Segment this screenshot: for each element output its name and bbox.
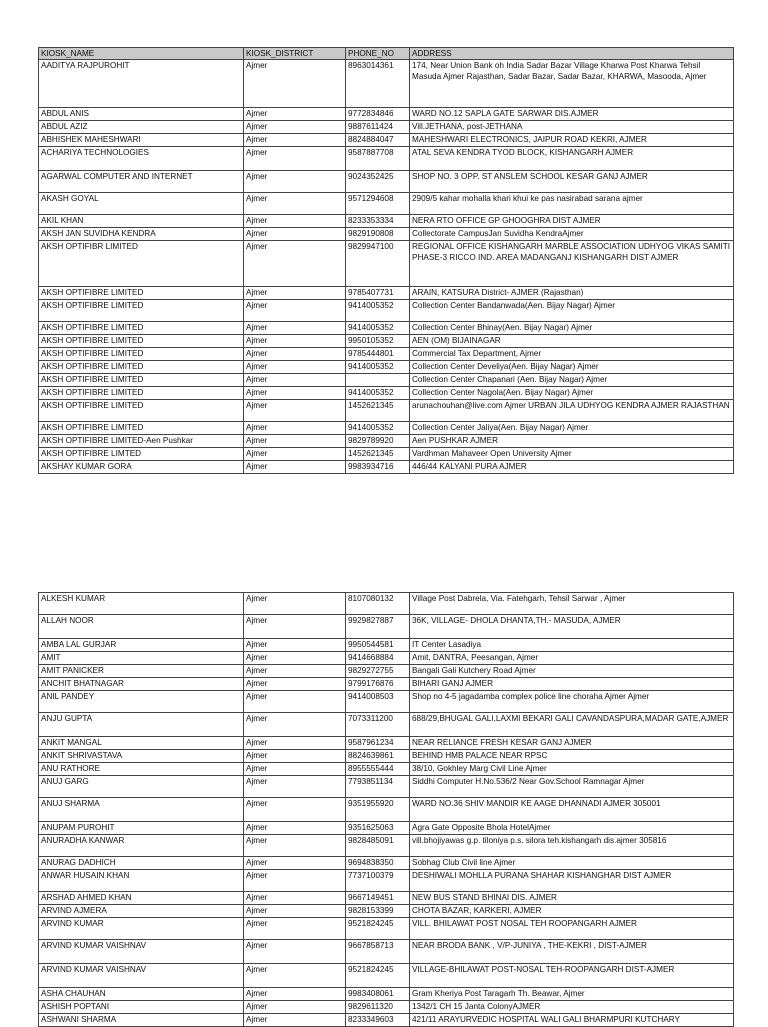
table-row	[39, 713, 734, 737]
kiosk-name-cell: AKSH OPTIFIBRE LIMITED	[39, 422, 244, 435]
phone-no-cell: 9983934716	[346, 461, 410, 474]
address-cell: BIHARI GANJ AJMER	[410, 678, 734, 691]
kiosk-district-cell: Ajmer	[244, 652, 346, 665]
table-row	[39, 593, 734, 615]
phone-no-cell: 8233353334	[346, 215, 410, 228]
header-phone-no: PHONE_NO	[346, 48, 410, 60]
address-cell: 688/29,BHUGAL GALI,LAXMI BEKARI GALI CAVANDASPURA,MADAR GATE,AJMER	[410, 713, 734, 737]
phone-no-cell: 1452621345	[346, 448, 410, 461]
table-row	[39, 228, 734, 241]
table-row	[39, 1014, 734, 1027]
kiosk-name-cell: ALKESH KUMAR	[39, 593, 244, 615]
table-row	[39, 857, 734, 870]
kiosk-name-cell: ASHISH POPTANI	[39, 1001, 244, 1014]
table-row	[39, 940, 734, 964]
kiosk-district-cell: Ajmer	[244, 215, 346, 228]
address-cell: WARD NO.12 SAPLA GATE SARWAR DIS.AJMER	[410, 108, 734, 121]
kiosk-table-1	[38, 47, 734, 474]
address-cell: NERA RTO OFFICE GP GHOOGHRA DIST AJMER	[410, 215, 734, 228]
table-row	[39, 448, 734, 461]
kiosk-name-cell: ANURADHA KANWAR	[39, 835, 244, 857]
address-cell: Sobhag Club Civil line Ajmer	[410, 857, 734, 870]
kiosk-district-cell: Ajmer	[244, 241, 346, 287]
kiosk-district-cell: Ajmer	[244, 988, 346, 1001]
phone-no-cell: 9667858713	[346, 940, 410, 964]
kiosk-district-cell: Ajmer	[244, 918, 346, 940]
address-cell: 36K, VILLAGE- DHOLA DHANTA,TH.- MASUDA, AJMER	[410, 615, 734, 639]
table-row	[39, 763, 734, 776]
kiosk-name-cell: AKSH OPTIFIBR LIMITED	[39, 241, 244, 287]
address-cell: Gram Kheriya Post Taragarh Th. Beawar, Ajmer	[410, 988, 734, 1001]
phone-no-cell: 7793851134	[346, 776, 410, 798]
phone-no-cell: 9929827887	[346, 615, 410, 639]
kiosk-district-cell: Ajmer	[244, 348, 346, 361]
kiosk-district-cell: Ajmer	[244, 322, 346, 335]
address-cell: Agra Gate Opposite Bhola HotelAjmer	[410, 822, 734, 835]
kiosk-district-cell: Ajmer	[244, 593, 346, 615]
kiosk-name-cell: ARVIND KUMAR	[39, 918, 244, 940]
address-cell: AEN (OM) BIJAINAGAR	[410, 335, 734, 348]
kiosk-district-cell: Ajmer	[244, 905, 346, 918]
kiosk-name-cell: ASHWANI SHARMA	[39, 1014, 244, 1027]
kiosk-district-cell: Ajmer	[244, 870, 346, 892]
table-row	[39, 750, 734, 763]
kiosk-district-cell: Ajmer	[244, 60, 346, 108]
kiosk-name-cell: ASHA CHAUHAN	[39, 988, 244, 1001]
phone-no-cell: 9521824245	[346, 964, 410, 988]
table-row	[39, 193, 734, 215]
phone-no-cell: 9351955920	[346, 798, 410, 822]
phone-no-cell: 9667149451	[346, 892, 410, 905]
table-row	[39, 374, 734, 387]
kiosk-name-cell: AKSH OPTIFIBRE LIMITED	[39, 348, 244, 361]
kiosk-name-cell: ANKIT MANGAL	[39, 737, 244, 750]
kiosk-district-cell: Ajmer	[244, 1001, 346, 1014]
kiosk-name-cell: ANIL PANDEY	[39, 691, 244, 713]
table-row	[39, 615, 734, 639]
address-cell: Shop no 4-5 jagadamba complex police line choraha Ajmer Ajmer	[410, 691, 734, 713]
address-cell: Siddhi Computer H.No.536/2 Near Gov.School Ramnagar Ajmer	[410, 776, 734, 798]
address-cell: MAHESHWARI ELECTRONICS, JAIPUR ROAD KEKRI, AJMER	[410, 134, 734, 147]
header-kiosk-district: KIOSK_DISTRICT	[244, 48, 346, 60]
table-row	[39, 691, 734, 713]
kiosk-name-cell: AKSH OPTIFIBRE LIMITED	[39, 361, 244, 374]
table-row	[39, 121, 734, 134]
table-row	[39, 870, 734, 892]
phone-no-cell: 8233349603	[346, 1014, 410, 1027]
kiosk-district-cell: Ajmer	[244, 892, 346, 905]
table-row	[39, 905, 734, 918]
address-cell: 174, Near Union Bank oh India Sadar Bazar Village Kharwa Post Kharwa Tehsil Masuda Ajmer Rajasthan, Sadar Bazar, Sadar Bazar, KHARWA, Masooda, Ajmer	[410, 60, 734, 108]
address-cell: Collectorate CampusJan Suvidha KendraAjmer	[410, 228, 734, 241]
table-row	[39, 361, 734, 374]
kiosk-district-cell: Ajmer	[244, 228, 346, 241]
kiosk-district-cell: Ajmer	[244, 763, 346, 776]
address-cell: SHOP NO. 3 OPP. ST ANSLEM SCHOOL KESAR GANJ AJMER	[410, 171, 734, 193]
phone-no-cell: 9414005352	[346, 300, 410, 322]
kiosk-name-cell: AKSH OPTIFIBRE LIMITED	[39, 287, 244, 300]
phone-no-cell: 9829190808	[346, 228, 410, 241]
kiosk-name-cell: ANWAR HUSAIN KHAN	[39, 870, 244, 892]
address-cell: Collection Center Nagola(Aen. Bijay Nagar) Ajmer	[410, 387, 734, 400]
phone-no-cell: 9024352425	[346, 171, 410, 193]
phone-no-cell: 9414005352	[346, 422, 410, 435]
kiosk-name-cell: AKSH OPTIFIBRE LIMITED	[39, 335, 244, 348]
kiosk-district-cell: Ajmer	[244, 121, 346, 134]
kiosk-name-cell: ANCHIT BHATNAGAR	[39, 678, 244, 691]
kiosk-name-cell: ANUPAM PUROHIT	[39, 822, 244, 835]
kiosk-district-cell: Ajmer	[244, 639, 346, 652]
phone-no-cell: 9829947100	[346, 241, 410, 287]
address-cell: CHOTA BAZAR, KARKERI, AJMER	[410, 905, 734, 918]
kiosk-name-cell: ANUJ SHARMA	[39, 798, 244, 822]
phone-no-cell: 7073311200	[346, 713, 410, 737]
phone-no-cell: 9828485091	[346, 835, 410, 857]
kiosk-district-cell: Ajmer	[244, 776, 346, 798]
address-cell: IT Center Lasadiya	[410, 639, 734, 652]
kiosk-name-cell: AKSHAY KUMAR GORA	[39, 461, 244, 474]
kiosk-name-cell: AMBA LAL GURJAR	[39, 639, 244, 652]
kiosk-district-cell: Ajmer	[244, 1014, 346, 1027]
table-row	[39, 918, 734, 940]
address-cell: Vill.JETHANA, post-JETHANA	[410, 121, 734, 134]
address-cell: Amit, DANTRA, Peesangan, Ajmer	[410, 652, 734, 665]
phone-no-cell: 8955555444	[346, 763, 410, 776]
phone-no-cell: 9414008503	[346, 691, 410, 713]
address-cell: Collection Center Chapanari (Aen. Bijay Nagar) Ajmer	[410, 374, 734, 387]
kiosk-district-cell: Ajmer	[244, 691, 346, 713]
kiosk-table-1-body	[39, 48, 734, 474]
kiosk-district-cell: Ajmer	[244, 374, 346, 387]
address-cell: 421/11 ARAYURVEDIC HOSPITAL WALI GALI BHARMPURI KUTCHARY	[410, 1014, 734, 1027]
kiosk-district-cell: Ajmer	[244, 147, 346, 171]
header-kiosk-name: KIOSK_NAME	[39, 48, 244, 60]
kiosk-name-cell: ABDUL ANIS	[39, 108, 244, 121]
kiosk-name-cell: ACHARIYA TECHNOLOGIES	[39, 147, 244, 171]
kiosk-name-cell: ARSHAD AHMED KHAN	[39, 892, 244, 905]
phone-no-cell: 9785407731	[346, 287, 410, 300]
kiosk-name-cell: AKSH OPTIFIBRE LIMITED-Aen Pushkar	[39, 435, 244, 448]
kiosk-district-cell: Ajmer	[244, 335, 346, 348]
table-row	[39, 964, 734, 988]
phone-no-cell: 9887611424	[346, 121, 410, 134]
table-row	[39, 822, 734, 835]
table-row	[39, 652, 734, 665]
phone-no-cell: 9571294608	[346, 193, 410, 215]
table-row	[39, 639, 734, 652]
kiosk-district-cell: Ajmer	[244, 615, 346, 639]
phone-no-cell: 8963014361	[346, 60, 410, 108]
phone-no-cell: 9785444801	[346, 348, 410, 361]
kiosk-name-cell: ANUJ GARG	[39, 776, 244, 798]
phone-no-cell: 9829611320	[346, 1001, 410, 1014]
kiosk-name-cell: AKSH OPTIFIBRE LIMITED	[39, 387, 244, 400]
address-cell: 1342/1 CH 15 Janta ColonyAJMER	[410, 1001, 734, 1014]
phone-no-cell: 9414668884	[346, 652, 410, 665]
kiosk-name-cell: ANURAG DADHICH	[39, 857, 244, 870]
kiosk-name-cell: AKSH OPTIFIBRE LIMITED	[39, 400, 244, 422]
phone-no-cell: 9799176876	[346, 678, 410, 691]
address-cell: Bangali Gali Kutchery Road Ajmer	[410, 665, 734, 678]
phone-no-cell: 9950544581	[346, 639, 410, 652]
address-cell: VILLAGE-BHILAWAT POST-NOSAL TEH-ROOPANGARH DIST-AJMER	[410, 964, 734, 988]
kiosk-district-cell: Ajmer	[244, 822, 346, 835]
address-cell: 446/44 KALYANI PURA AJMER	[410, 461, 734, 474]
table-row	[39, 348, 734, 361]
phone-no-cell	[346, 374, 410, 387]
table-row	[39, 798, 734, 822]
table-row	[39, 1001, 734, 1014]
kiosk-name-cell: AMIT	[39, 652, 244, 665]
table-row	[39, 835, 734, 857]
table-row	[39, 134, 734, 147]
address-cell: ARAIN, KATSURA District- AJMER (Rajasthan)	[410, 287, 734, 300]
address-cell: REGIONAL OFFICE KISHANGARH MARBLE ASSOCIATION UDHYOG VIKAS SAMITI PHASE-3 RICCO IND. AREA MADANGANJ KISHANGARH DIST AJMER	[410, 241, 734, 287]
kiosk-district-cell: Ajmer	[244, 134, 346, 147]
table-row	[39, 287, 734, 300]
kiosk-district-cell: Ajmer	[244, 678, 346, 691]
table-row	[39, 400, 734, 422]
kiosk-district-cell: Ajmer	[244, 193, 346, 215]
kiosk-district-cell: Ajmer	[244, 940, 346, 964]
table-row	[39, 147, 734, 171]
kiosk-name-cell: AKASH GOYAL	[39, 193, 244, 215]
table-row	[39, 737, 734, 750]
phone-no-cell: 9694838350	[346, 857, 410, 870]
table-header-row	[39, 48, 734, 60]
phone-no-cell: 9829789920	[346, 435, 410, 448]
phone-no-cell: 9351625063	[346, 822, 410, 835]
kiosk-name-cell: ANJU GUPTA	[39, 713, 244, 737]
phone-no-cell: 7737100379	[346, 870, 410, 892]
kiosk-district-cell: Ajmer	[244, 108, 346, 121]
kiosk-name-cell: AGARWAL COMPUTER AND INTERNET	[39, 171, 244, 193]
kiosk-name-cell: ARVIND KUMAR VAISHNAV	[39, 940, 244, 964]
table-row	[39, 300, 734, 322]
kiosk-district-cell: Ajmer	[244, 400, 346, 422]
phone-no-cell: 9828153399	[346, 905, 410, 918]
kiosk-district-cell: Ajmer	[244, 387, 346, 400]
kiosk-district-cell: Ajmer	[244, 300, 346, 322]
table-row	[39, 387, 734, 400]
phone-no-cell: 9772834846	[346, 108, 410, 121]
phone-no-cell: 9414005352	[346, 361, 410, 374]
kiosk-name-cell: AKSH OPTIFIBRE LIMITED	[39, 300, 244, 322]
table-row	[39, 892, 734, 905]
table-row	[39, 461, 734, 474]
kiosk-name-cell: AKSH OPTIFIBRE LIMTED	[39, 448, 244, 461]
kiosk-district-cell: Ajmer	[244, 737, 346, 750]
table-row	[39, 108, 734, 121]
kiosk-district-cell: Ajmer	[244, 665, 346, 678]
address-cell: Collection Center Bandanwada(Aen. Bijay Nagar) Ajmer	[410, 300, 734, 322]
address-cell: vill.bhojiyawas g.p. tiloniya p.s. silora teh.kishangarh dis.ajmer 305816	[410, 835, 734, 857]
address-cell: Vardhman Mahaveer Open University Ajmer	[410, 448, 734, 461]
kiosk-name-cell: ANU RATHORE	[39, 763, 244, 776]
table-row	[39, 422, 734, 435]
kiosk-district-cell: Ajmer	[244, 964, 346, 988]
table-row	[39, 988, 734, 1001]
table-row	[39, 435, 734, 448]
address-cell: 38/10, Gokhley Marg Civil Line Ajmer	[410, 763, 734, 776]
address-cell: NEAR RELIANCE FRESH KESAR GANJ AJMER	[410, 737, 734, 750]
kiosk-name-cell: ARVIND AJMERA	[39, 905, 244, 918]
kiosk-district-cell: Ajmer	[244, 857, 346, 870]
table-row	[39, 322, 734, 335]
kiosk-district-cell: Ajmer	[244, 461, 346, 474]
kiosk-name-cell: AKIL KHAN	[39, 215, 244, 228]
phone-no-cell: 9414005352	[346, 387, 410, 400]
table-row	[39, 241, 734, 287]
kiosk-district-cell: Ajmer	[244, 448, 346, 461]
phone-no-cell: 9983408061	[346, 988, 410, 1001]
phone-no-cell: 9587887708	[346, 147, 410, 171]
kiosk-name-cell: ALLAH NOOR	[39, 615, 244, 639]
kiosk-district-cell: Ajmer	[244, 835, 346, 857]
address-cell: Collection Center Develiya(Aen. Bijay Nagar) Ajmer	[410, 361, 734, 374]
kiosk-name-cell: AMIT PANICKER	[39, 665, 244, 678]
kiosk-name-cell: AADITYA RAJPUROHIT	[39, 60, 244, 108]
address-cell: NEAR BRODA BANK , V/P-JUNIYA , THE-KEKRI , DIST-AJMER	[410, 940, 734, 964]
kiosk-district-cell: Ajmer	[244, 361, 346, 374]
kiosk-table-2	[38, 592, 734, 1027]
kiosk-district-cell: Ajmer	[244, 287, 346, 300]
address-cell: Commercial Tax Department, Ajmer	[410, 348, 734, 361]
table-row	[39, 215, 734, 228]
address-cell: BEHIND HMB PALACE NEAR RPSC	[410, 750, 734, 763]
phone-no-cell: 8824639861	[346, 750, 410, 763]
phone-no-cell: 1452621345	[346, 400, 410, 422]
header-address: ADDRESS	[410, 48, 734, 60]
phone-no-cell: 9829272755	[346, 665, 410, 678]
kiosk-name-cell: ABHISHEK MAHESHWARI	[39, 134, 244, 147]
table-row	[39, 335, 734, 348]
phone-no-cell: 8824884047	[346, 134, 410, 147]
kiosk-name-cell: AKSH OPTIFIBRE LIMITED	[39, 374, 244, 387]
phone-no-cell: 9414005352	[346, 322, 410, 335]
table-row	[39, 678, 734, 691]
address-cell: VILL. BHILAWAT POST NOSAL TEH ROOPANGARH AJMER	[410, 918, 734, 940]
address-cell: Collection Center Bhinay(Aen. Bijay Nagar) Ajmer	[410, 322, 734, 335]
address-cell: Collection Center Jaliya(Aen. Bijay Nagar) Ajmer	[410, 422, 734, 435]
address-cell: Village Post Dabrela, Via. Fatehgarh, Tehsil Sarwar , Ajmer	[410, 593, 734, 615]
phone-no-cell: 9587961234	[346, 737, 410, 750]
kiosk-name-cell: ABDUL AZIZ	[39, 121, 244, 134]
kiosk-district-cell: Ajmer	[244, 713, 346, 737]
kiosk-district-cell: Ajmer	[244, 798, 346, 822]
kiosk-district-cell: Ajmer	[244, 422, 346, 435]
address-cell: WARD NO.36 SHIV MANDIR KE AAGE DHANNADI AJMER 305001	[410, 798, 734, 822]
address-cell: NEW BUS STAND BHINAI DIS. AJMER	[410, 892, 734, 905]
table-row	[39, 776, 734, 798]
table-row	[39, 665, 734, 678]
kiosk-district-cell: Ajmer	[244, 171, 346, 193]
table-row	[39, 60, 734, 108]
kiosk-name-cell: ARVIND KUMAR VAISHNAV	[39, 964, 244, 988]
address-cell: ATAL SEVA KENDRA TYOD BLOCK, KISHANGARH AJMER	[410, 147, 734, 171]
table-row	[39, 171, 734, 193]
kiosk-table-2-body	[39, 593, 734, 1027]
kiosk-name-cell: AKSH OPTIFIBRE LIMITED	[39, 322, 244, 335]
address-cell: arunachouhan@live.com Ajmer URBAN JILA UDHYOG KENDRA AJMER RAJASTHAN	[410, 400, 734, 422]
phone-no-cell: 9521824245	[346, 918, 410, 940]
phone-no-cell: 8107080132	[346, 593, 410, 615]
address-cell: DESHIWALI MOHLLA PURANA SHAHAR KISHANGHAR DIST AJMER	[410, 870, 734, 892]
phone-no-cell: 9950105352	[346, 335, 410, 348]
address-cell: 2909/5 kahar mohalla khari khui ke pas nasirabad sarana ajmer	[410, 193, 734, 215]
kiosk-district-cell: Ajmer	[244, 750, 346, 763]
address-cell: Aen PUSHKAR AJMER	[410, 435, 734, 448]
kiosk-name-cell: AKSH JAN SUVIDHA KENDRA	[39, 228, 244, 241]
kiosk-district-cell: Ajmer	[244, 435, 346, 448]
kiosk-name-cell: ANKIT SHRIVASTAVA	[39, 750, 244, 763]
